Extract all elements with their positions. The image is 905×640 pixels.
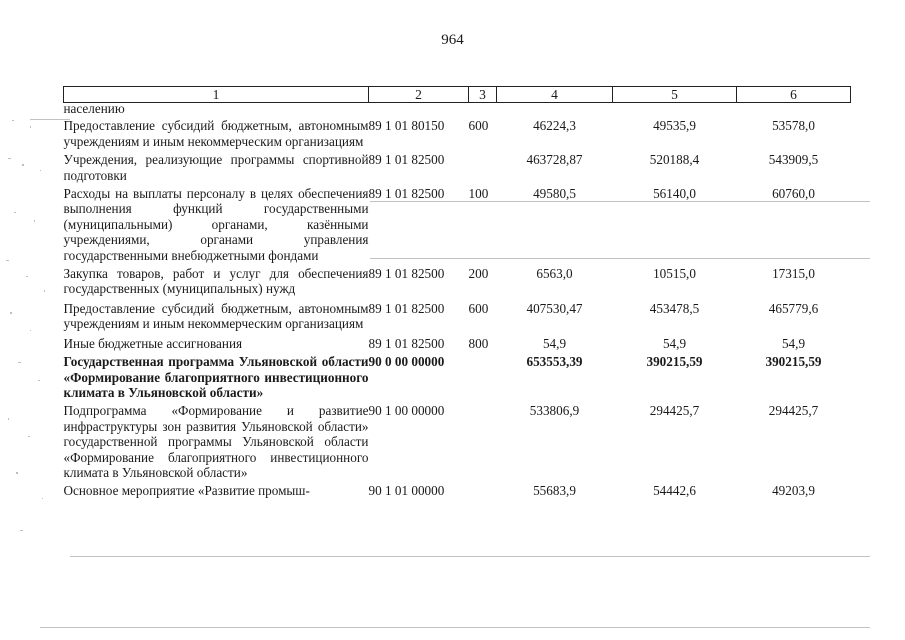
row-value-col4-cell: 49580,5 [533,186,576,202]
table-row [64,103,851,119]
row-value-col6-cell: 294425,7 [768,403,819,419]
header-col-2: 2 [369,87,469,103]
table-row [64,301,851,336]
row-value-col6-cell: 49203,9 [772,483,815,499]
row-value-col4-cell: 533806,9 [529,403,580,419]
row-value-col5-cell: 294425,7 [649,403,700,419]
row-value-col5-cell: 520188,4 [649,152,700,168]
row-value-col5-cell: 10515,0 [653,266,696,282]
row-name-cell: населению [63,101,125,117]
row-value-col4-cell: 653553,39 [526,354,583,370]
row-expense-type-cell: 600 [468,300,489,316]
header-col-3: 3 [469,87,497,103]
row-code-cell [369,103,469,119]
scan-margin-marks [0,100,58,560]
row-value-col4-cell: 463728,87 [526,152,583,168]
row-value-col6-cell: 543909,5 [768,152,819,168]
table-row [64,266,851,301]
row-name-cell: Расходы на выплаты персоналу в целях обеспечения выполнения функций государственными (муниципальными) органами, казёнными учреждениями, органами управления государственными внебюджетными фондами [63,186,369,263]
row-value-col6-cell: 17315,0 [772,266,815,282]
row-name-cell: Иные бюджетные ассигнования [63,335,243,351]
budget-table [63,86,851,499]
header-col-1: 1 [64,87,369,103]
row-name-cell: Подпрограмма «Формирование и развитие инфраструктуры зон развития Ульяновской области» государственной программы Ульяновской области «Формирование благоприятного инвестиционного климата в Ульяновской области» [63,403,369,480]
row-name-cell: Закупка товаров, работ и услуг для обеспечения государственных (муниципальных) нужд [63,266,369,297]
row-code-cell: 90 1 01 00000 [368,483,445,499]
table-row [64,152,851,186]
row-expense-type-cell [469,103,497,119]
row-value-col6-cell: 60760,0 [772,186,815,202]
row-value-col5-cell [613,103,737,119]
scan-line [70,556,870,557]
header-col-4: 4 [497,87,613,103]
table-row [64,354,851,403]
row-value-col6-cell: 465779,6 [768,300,819,316]
table-row [64,403,851,483]
row-expense-type-cell: 200 [468,266,489,282]
table-row [64,336,851,354]
row-value-col4-cell: 6563,0 [536,266,573,282]
row-value-col5-cell: 56140,0 [653,186,696,202]
row-value-col5-cell: 390215,59 [646,354,703,370]
table-row [64,483,851,498]
table-row [64,186,851,266]
row-code-cell: 89 1 01 82500 [368,335,445,351]
row-code-cell: 89 1 01 82500 [368,186,445,202]
row-value-col4-cell [497,103,613,119]
row-value-col4-cell: 46224,3 [533,118,576,134]
row-name-cell: Учреждения, реализующие программы спортивной подготовки [63,152,369,183]
row-value-col6-cell: 390215,59 [765,354,822,370]
row-code-cell: 90 1 00 00000 [368,403,445,419]
row-value-col5-cell: 453478,5 [649,300,700,316]
row-expense-type-cell [469,354,497,403]
row-code-cell: 89 1 01 80150 [368,118,445,134]
table-header-row [64,87,851,103]
scan-noise [0,100,58,560]
row-expense-type-cell [469,152,497,186]
row-value-col6-cell: 54,9 [781,335,806,351]
row-value-col5-cell: 54442,6 [653,483,696,499]
row-expense-type-cell: 600 [468,118,489,134]
row-value-col4-cell: 55683,9 [533,483,576,499]
table-body [64,103,851,499]
row-expense-type-cell: 100 [468,186,489,202]
row-value-col6-cell [737,103,851,119]
table-row [64,118,851,152]
row-value-col4-cell: 54,9 [542,335,567,351]
row-expense-type-cell: 800 [468,335,489,351]
row-name-cell: Предоставление субсидий бюджетным, автономным учреждениям и иным некоммерческим организациям [63,118,369,149]
scan-line [40,627,870,628]
row-code-cell: 90 0 00 00000 [368,354,445,370]
header-col-6: 6 [737,87,851,103]
row-code-cell: 89 1 01 82500 [368,300,445,316]
row-value-col4-cell: 407530,47 [526,300,583,316]
header-col-5: 5 [613,87,737,103]
page-number: 964 [441,32,464,48]
row-code-cell: 89 1 01 82500 [368,152,445,168]
row-value-col5-cell: 49535,9 [653,118,696,134]
row-code-cell: 89 1 01 82500 [368,266,445,282]
row-name-cell: Предоставление субсидий бюджетным, автономным учреждениям и иным некоммерческим организациям [63,300,369,332]
row-expense-type-cell [469,483,497,498]
row-name-cell: Основное мероприятие «Развитие промыш- [63,483,310,499]
row-expense-type-cell [469,403,497,483]
row-value-col6-cell: 53578,0 [772,118,815,134]
row-name-cell: Государственная программа Ульяновской области «Формирование благоприятного инвестиционного климата в Ульяновской области» [63,354,369,400]
row-value-col5-cell: 54,9 [662,335,687,351]
